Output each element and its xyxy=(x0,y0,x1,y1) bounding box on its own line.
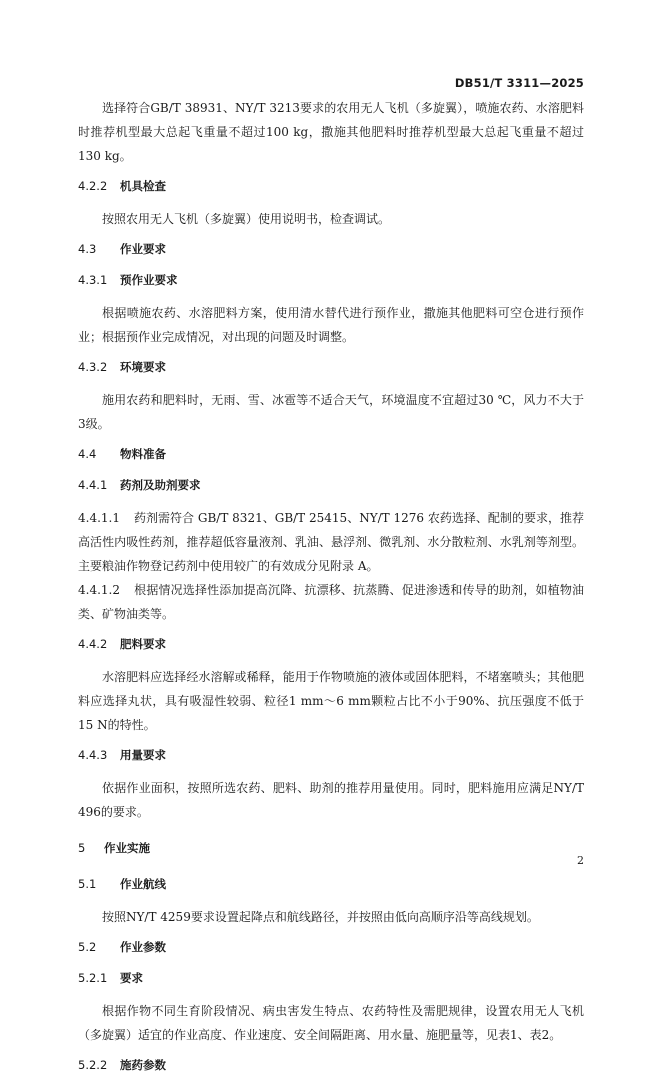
paragraph-5-1: 按照NY/T 4259要求设置起降点和航线路径，并按照由低向高顺序沿等高线规划。 xyxy=(102,910,539,924)
item-4-4-1-1 xyxy=(78,506,584,578)
heading-title: 药剂及助剂要求 xyxy=(120,478,201,492)
heading-number: 5 xyxy=(78,841,86,855)
paragraph-4-2-1: 选择符合GB/T 38931、NY/T 3213要求的农用无人飞机（多旋翼），喷施农药、水溶肥料时推荐机型最大总起飞重量不超过100 kg，撒施其他肥料时推荐机型最大总起飞重量不超过130 kg。 xyxy=(78,101,584,163)
item-number: 4.4.1.2 xyxy=(78,583,120,597)
document-code-header: DB51/T 3311—2025 xyxy=(454,76,584,90)
heading-title: 作业要求 xyxy=(120,242,166,256)
heading-title: 机具检查 xyxy=(120,179,166,193)
heading-5 xyxy=(78,838,584,858)
heading-4-4-1 xyxy=(78,475,584,495)
heading-number: 4.3.1 xyxy=(78,273,108,287)
heading-4-2-2 xyxy=(78,176,584,196)
heading-5-2-1 xyxy=(78,968,584,988)
heading-4-3-2 xyxy=(78,357,584,377)
heading-number: 5.2 xyxy=(78,940,97,954)
heading-5-2 xyxy=(78,937,584,957)
heading-number: 4.4.2 xyxy=(78,637,108,651)
paragraph-4-4-2: 水溶肥料应选择经水溶解或稀释，能用于作物喷施的液体或固体肥料，不堵塞喷头；其他肥料应选择丸状，具有吸湿性较弱、粒径1 mm～6 mm颗粒占比不小于90%、抗压强度不低于15 N的特性。 xyxy=(78,670,584,732)
heading-4-4 xyxy=(78,444,584,464)
paragraph-4-3-2: 施用农药和肥料时，无雨、雪、冰雹等不适合天气，环境温度不宜超过30 ℃，风力不大于3级。 xyxy=(78,393,584,431)
item-text: 根据情况选择性添加提高沉降、抗漂移、抗蒸腾、促进渗透和传导的助剂，如植物油类、矿物油类等。 xyxy=(78,583,584,621)
heading-title: 作业实施 xyxy=(104,841,150,855)
heading-number: 4.3 xyxy=(78,242,97,256)
heading-number: 4.4.3 xyxy=(78,748,108,762)
document-body xyxy=(78,96,584,1086)
heading-title: 物料准备 xyxy=(120,447,166,461)
paragraph-4-3-1: 根据喷施农药、水溶肥料方案，使用清水替代进行预作业，撒施其他肥料可空仓进行预作业；根据预作业完成情况，对出现的问题及时调整。 xyxy=(78,306,584,344)
heading-5-2-2 xyxy=(78,1055,584,1075)
page-number: 2 xyxy=(577,854,584,867)
item-4-4-1-2 xyxy=(78,578,584,626)
heading-title: 用量要求 xyxy=(120,748,166,762)
heading-title: 施药参数 xyxy=(120,1058,166,1072)
heading-4-3 xyxy=(78,239,584,259)
heading-title: 要求 xyxy=(120,971,143,985)
heading-number: 4.2.2 xyxy=(78,179,108,193)
heading-title: 作业参数 xyxy=(120,940,166,954)
heading-4-4-3 xyxy=(78,745,584,765)
heading-4-4-2 xyxy=(78,634,584,654)
heading-number: 5.2.1 xyxy=(78,971,108,985)
paragraph-4-2-2: 按照农用无人飞机（多旋翼）使用说明书，检查调试。 xyxy=(102,212,391,226)
heading-number: 4.3.2 xyxy=(78,360,108,374)
heading-title: 作业航线 xyxy=(120,877,166,891)
heading-title: 环境要求 xyxy=(120,360,166,374)
heading-number: 5.2.2 xyxy=(78,1058,108,1072)
heading-5-1 xyxy=(78,874,584,894)
heading-title: 预作业要求 xyxy=(120,273,178,287)
paragraph-4-4-3: 依据作业面积，按照所选农药、肥料、助剂的推荐用量使用。同时，肥料施用应满足NY/T 496的要求。 xyxy=(78,781,584,819)
item-text: 药剂需符合 GB/T 8321、GB/T 25415、NY/T 1276 农药选择、配制的要求，推荐高活性内吸性药剂，推荐超低容量液剂、乳油、悬浮剂、微乳剂、水分散粒剂、水乳剂等剂型。主要粮油作物登记药剂中使用较广的有效成分见附录 A。 xyxy=(78,511,584,573)
paragraph-5-2-1: 根据作物不同生育阶段情况、病虫害发生特点、农药特性及需肥规律，设置农用无人飞机（多旋翼）适宜的作业高度、作业速度、安全间隔距离、用水量、施肥量等，见表1、表2。 xyxy=(78,1004,584,1042)
heading-title: 肥料要求 xyxy=(120,637,166,651)
heading-4-3-1 xyxy=(78,270,584,290)
heading-number: 5.1 xyxy=(78,877,97,891)
heading-number: 4.4 xyxy=(78,447,97,461)
heading-number: 4.4.1 xyxy=(78,478,108,492)
item-number: 4.4.1.1 xyxy=(78,511,120,525)
